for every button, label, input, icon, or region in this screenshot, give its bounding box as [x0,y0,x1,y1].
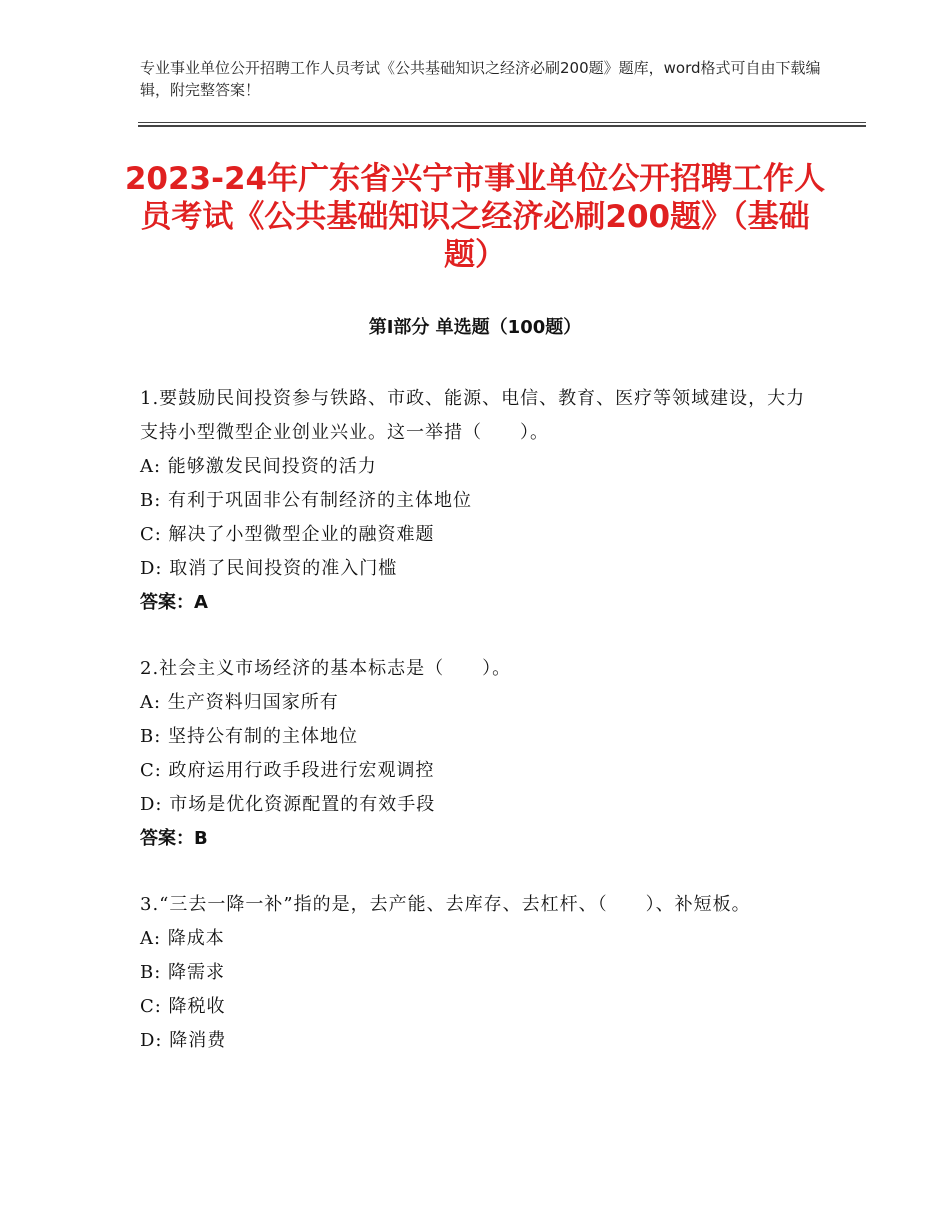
question-text: 1.要鼓励民间投资参与铁路、市政、能源、电信、教育、医疗等领域建设，大力支持小型微型企业创业兴业。这一举措（ ）。 [140,388,806,443]
option-c: C: 降税收 [140,996,226,1017]
question-text: 2.社会主义市场经济的基本标志是（ ）。 [140,658,512,679]
section-heading: 第Ⅰ部分 单选题（100题） [368,317,582,338]
question-2 [140,652,820,856]
option-c: C: 政府运用行政手段进行宏观调控 [140,760,435,781]
option-b: B: 有利于巩固非公有制经济的主体地位 [140,490,473,511]
option-a: A: 生产资料归国家所有 [140,692,339,713]
option-b: B: 坚持公有制的主体地位 [140,726,359,747]
document-title: 2023-24年广东省兴宁市事业单位公开招聘工作人员考试《公共基础知识之经济必刷200题》（基础题） [124,161,826,273]
option-c: C: 解决了小型微型企业的融资难题 [140,524,435,545]
header-note: 专业事业单位公开招聘工作人员考试《公共基础知识之经济必刷200题》题库，word格式可自由下载编辑，附完整答案！ [140,59,821,99]
answer: 答案：A [140,592,208,613]
answer: 答案：B [140,828,208,849]
option-d: D: 取消了民间投资的准入门槛 [140,558,398,579]
question-text: 3.“三去一降一补”指的是，去产能、去库存、去杠杆、（ ）、补短板。 [140,894,751,915]
question-1 [140,382,820,620]
option-b: B: 降需求 [140,962,226,983]
option-d: D: 市场是优化资源配置的有效手段 [140,794,436,815]
option-a: A: 能够激发民间投资的活力 [140,456,377,477]
option-d: D: 降消费 [140,1030,227,1051]
question-list [140,382,820,1090]
header-rule [138,122,866,123]
header-rule-thick [138,125,866,127]
option-a: A: 降成本 [140,928,225,949]
question-3 [140,888,820,1058]
